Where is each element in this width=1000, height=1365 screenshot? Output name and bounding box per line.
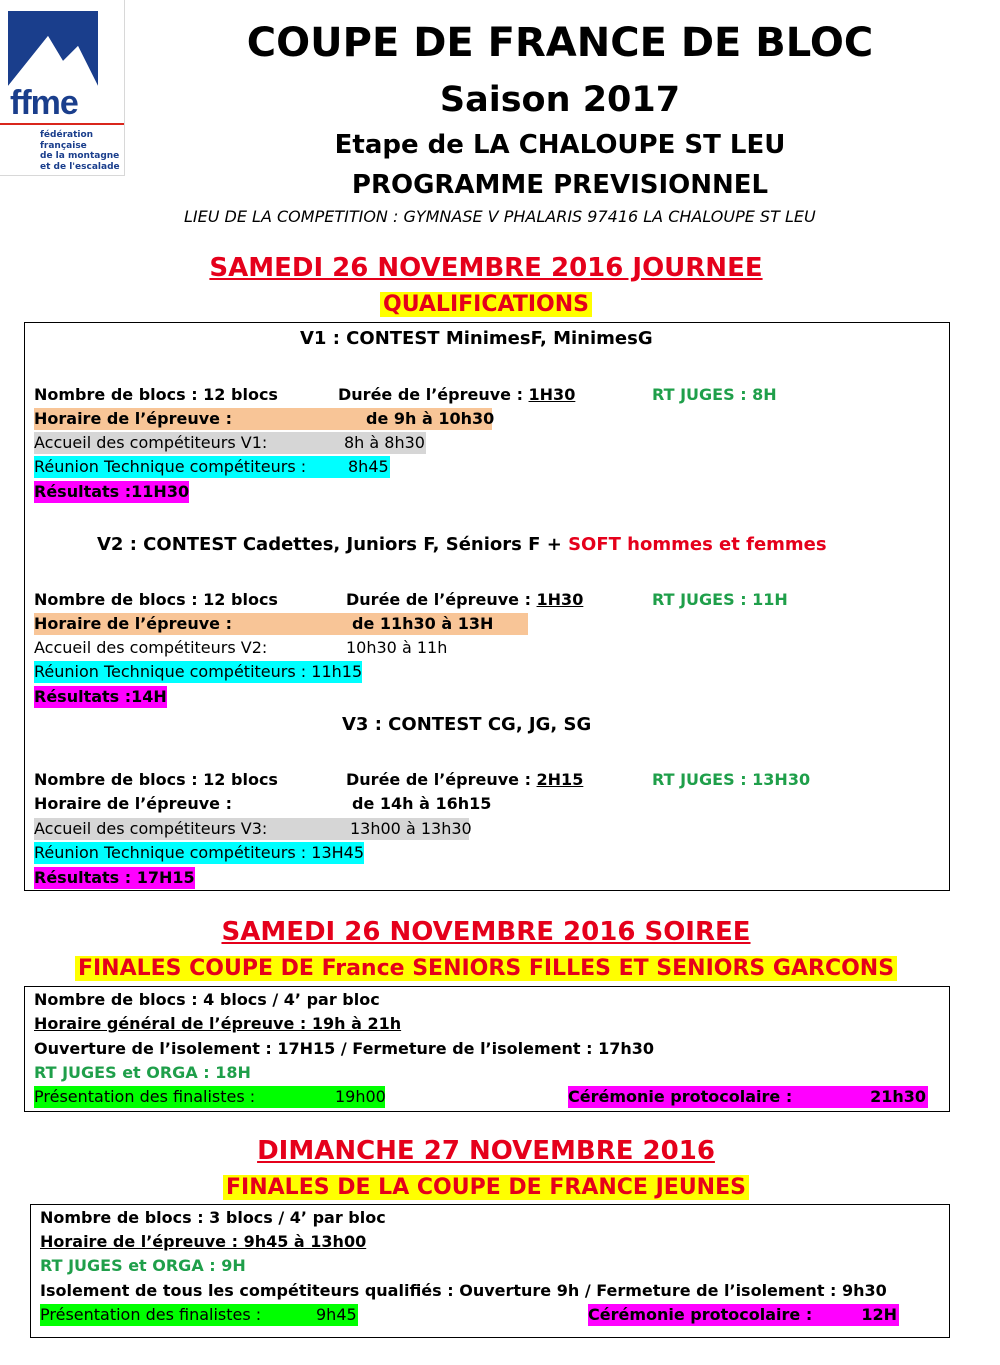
day2-isolement: Isolement de tous les compétiteurs qualifiés : Ouverture 9h / Fermeture de l’isolement : 9h30: [40, 1281, 887, 1300]
day1-subheading: QUALIFICATIONS: [380, 292, 592, 317]
v3-blocs: Nombre de blocs : 12 blocs: [34, 770, 278, 789]
v1-resultats: Résultats :11H30: [34, 482, 190, 501]
evening-subheading-wrap: [0, 956, 972, 981]
evening-heading-wrap: [0, 917, 972, 947]
v3-duree: Durée de l’épreuve : 2H15: [346, 770, 584, 789]
v3-accueil: Accueil des compétiteurs V3: 13h00 à 13h30: [34, 819, 472, 838]
day2-rt-juges: RT JUGES et ORGA : 9H: [40, 1256, 246, 1275]
v1-horaire: Horaire de l’épreuve : de 9h à 10h30: [34, 409, 495, 428]
page-title: COUPE DE FRANCE DE BLOC: [246, 20, 874, 66]
v1-title: V1 : CONTEST MinimesF, MinimesG: [300, 328, 653, 349]
day2-horaire: Horaire de l’épreuve : 9h45 à 13h00: [40, 1232, 367, 1251]
day2-presentation: Présentation des finalistes : 9h45: [40, 1305, 357, 1324]
v1-blocs: Nombre de blocs : 12 blocs: [34, 385, 278, 404]
v2-resultats: Résultats :14H: [34, 687, 167, 706]
day2-heading: DIMANCHE 27 NOVEMBRE 2016: [257, 1136, 715, 1166]
etape-title: Etape de LA CHALOUPE ST LEU: [334, 130, 786, 160]
logo-subtitle: fédération française de la montagne et de l'escalade: [40, 130, 120, 172]
day2-ceremonie: Cérémonie protocolaire : 12H: [588, 1305, 897, 1324]
v2-duree: Durée de l’épreuve : 1H30: [346, 590, 584, 609]
evening-isolement: Ouverture de l’isolement : 17H15 / Fermeture de l’isolement : 17h30: [34, 1039, 654, 1058]
v2-title: V2 : CONTEST Cadettes, Juniors F, Séniors F + SOFT hommes et femmes: [97, 534, 827, 555]
season-title: Saison 2017: [439, 80, 681, 120]
v1-rt-juges: RT JUGES : 8H: [652, 385, 777, 404]
evening-subheading: FINALES COUPE DE France SENIORS FILLES ET SENIORS GARCONS: [75, 956, 897, 981]
v2-horaire: Horaire de l’épreuve : de 11h30 à 13H: [34, 613, 528, 635]
v3-resultats: Résultats : 17H15: [34, 868, 195, 887]
evening-presentation: Présentation des finalistes : 19h00: [34, 1087, 386, 1106]
v3-rt-juges: RT JUGES : 13H30: [652, 770, 811, 789]
evening-ceremonie: Cérémonie protocolaire : 21h30: [568, 1087, 926, 1106]
day2-subheading-wrap: [0, 1175, 972, 1200]
programme-title: PROGRAMME PREVISIONNEL: [351, 170, 769, 200]
lieu-text: LIEU DE LA COMPETITION : GYMNASE V PHALARIS 97416 LA CHALOUPE ST LEU: [184, 207, 816, 226]
v1-accueil: Accueil des compétiteurs V1: 8h à 8h30: [34, 433, 425, 452]
evening-blocs: Nombre de blocs : 4 blocs / 4’ par bloc: [34, 990, 380, 1009]
evening-heading: SAMEDI 26 NOVEMBRE 2016 SOIREE: [221, 917, 751, 947]
evening-horaire: Horaire général de l’épreuve : 19h à 21h: [34, 1014, 402, 1033]
day1-subheading-wrap: [0, 292, 972, 317]
evening-rt-juges: RT JUGES et ORGA : 18H: [34, 1063, 251, 1082]
logo-wordmark: ffme: [10, 84, 78, 122]
v2-blocs: Nombre de blocs : 12 blocs: [34, 590, 278, 609]
day1-heading-wrap: [0, 253, 972, 283]
v1-reunion: Réunion Technique compétiteurs : 8h45: [34, 457, 389, 476]
v2-accueil: Accueil des compétiteurs V2: 10h30 à 11h: [34, 638, 448, 657]
v3-reunion: Réunion Technique compétiteurs : 13H45: [34, 843, 365, 862]
v1-duree: Durée de l’épreuve : 1H30: [338, 385, 576, 404]
day2-blocs: Nombre de blocs : 3 blocs / 4’ par bloc: [40, 1208, 386, 1227]
v2-reunion: Réunion Technique compétiteurs : 11h15: [34, 662, 363, 681]
day2-subheading: FINALES DE LA COUPE DE FRANCE JEUNES: [223, 1175, 749, 1200]
v3-title: V3 : CONTEST CG, JG, SG: [342, 714, 592, 735]
v2-rt-juges: RT JUGES : 11H: [652, 590, 788, 609]
logo-divider: [0, 123, 124, 125]
day1-heading: SAMEDI 26 NOVEMBRE 2016 JOURNEE: [209, 253, 763, 283]
v3-horaire: Horaire de l’épreuve : de 14h à 16h15: [34, 794, 492, 813]
day2-heading-wrap: [0, 1136, 972, 1166]
